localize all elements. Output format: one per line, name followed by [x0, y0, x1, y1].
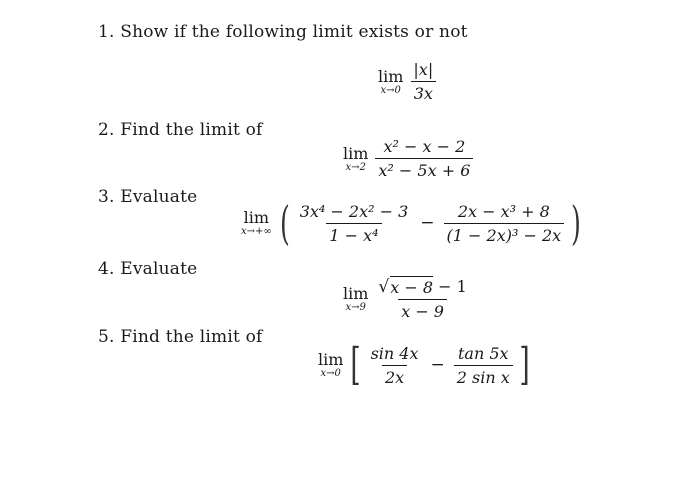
fraction-2 [454, 344, 513, 387]
fraction-1 [297, 202, 412, 245]
fraction-1 [368, 344, 422, 387]
fraction-2 [444, 202, 565, 245]
numerator: sin 4x [370, 343, 419, 363]
denominator: 2x [382, 365, 407, 387]
question-3-expression [241, 196, 585, 250]
numerator: x² − x − 2 [383, 137, 466, 156]
denominator: 2 sin x [454, 365, 513, 387]
limit-word: lim [378, 66, 404, 86]
numerator: 3x⁴ − 2x² − 3 [299, 201, 409, 221]
limit-subscript: x→+∞ [241, 226, 272, 237]
question-3-label: 3. Evaluate [98, 187, 198, 207]
question-5-label: 5. Find the limit of [98, 327, 263, 347]
fraction [375, 137, 473, 180]
limit-operator [343, 145, 368, 173]
question-1-label: 1. Show if the following limit exists or not [98, 22, 468, 42]
question-2-expression [343, 137, 476, 180]
numerator: 2x − x³ + 8 [457, 201, 550, 221]
limit-operator [318, 351, 343, 379]
fraction [410, 60, 436, 103]
numerator: tan 5x [457, 343, 509, 363]
limit-word: lim [343, 143, 369, 163]
minus-operator: − [420, 213, 435, 233]
square-root [378, 276, 433, 297]
limit-subscript: x→0 [320, 368, 341, 379]
numerator-rest: − 1 [433, 277, 467, 296]
denominator: x² − 5x + 6 [375, 158, 473, 180]
numerator [375, 276, 469, 299]
limit-subscript: x→2 [345, 161, 366, 173]
radicand: x − 8 [390, 278, 434, 297]
limit-operator [378, 68, 403, 96]
limit-subscript: x→0 [380, 84, 401, 96]
limit-word: lim [318, 350, 344, 369]
limit-word: lim [343, 283, 369, 303]
fraction [375, 276, 469, 321]
left-bracket: [ [350, 339, 362, 390]
right-bracket: ] [519, 339, 530, 390]
question-2-label: 2. Find the limit of [98, 120, 263, 140]
limit-operator [241, 209, 272, 237]
minus-operator: − [430, 355, 445, 375]
denominator: 3x [411, 81, 436, 103]
denominator: (1 − 2x)³ − 2x [444, 223, 565, 245]
question-4-expression [343, 276, 473, 321]
numerator: |x| [413, 60, 434, 79]
radical-sign: √ [378, 277, 390, 297]
limit-subscript: x→9 [345, 301, 366, 313]
question-1-expression [378, 60, 439, 103]
right-parenthesis: ) [571, 196, 582, 250]
left-parenthesis: ( [279, 196, 290, 250]
limit-operator [343, 285, 368, 313]
limit-word: lim [243, 208, 270, 227]
denominator: 1 − x⁴ [326, 223, 381, 245]
question-4-label: 4. Evaluate [98, 259, 198, 279]
denominator: x − 9 [398, 299, 447, 321]
question-5-expression [318, 339, 533, 390]
